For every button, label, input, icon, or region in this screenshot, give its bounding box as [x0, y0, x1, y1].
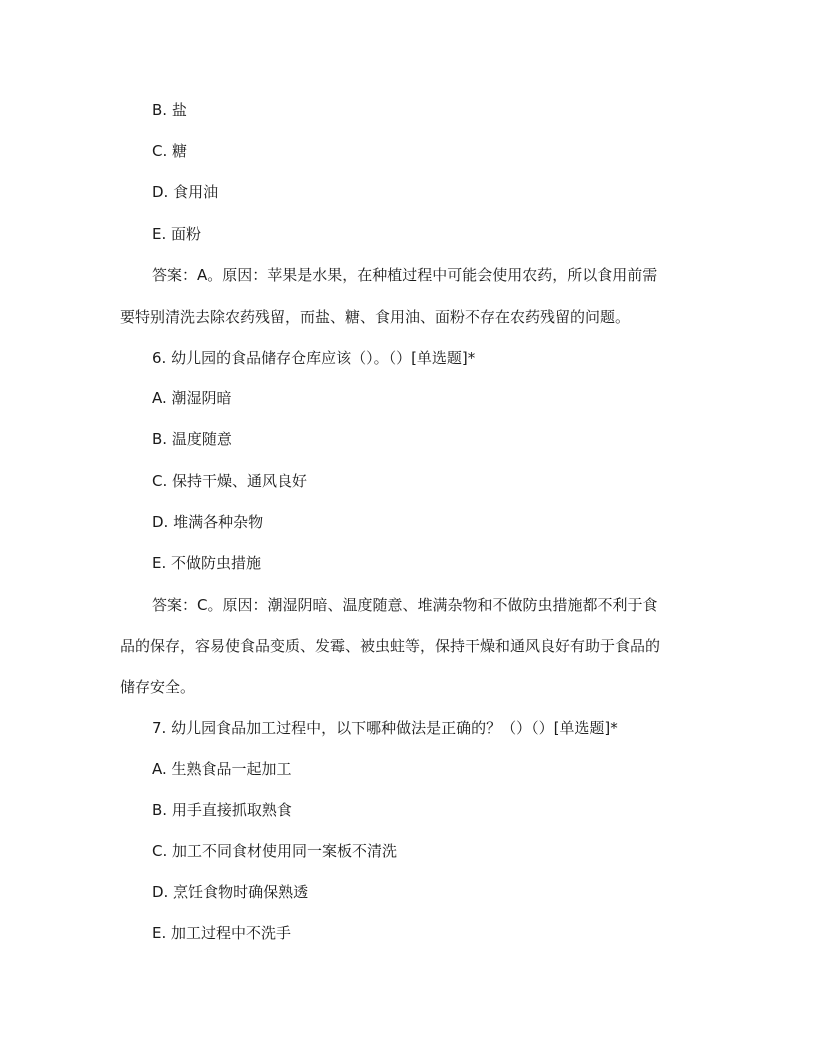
option-d-oil: D. 食用油	[152, 183, 219, 201]
q6-option-e: E. 不做防虫措施	[152, 554, 262, 572]
option-e-flour: E. 面粉	[152, 225, 202, 243]
q7-option-c: C. 加工不同食材使用同一案板不清洗	[152, 842, 398, 860]
q7-option-d: D. 烹饪食物时确保熟透	[152, 883, 309, 901]
option-b-salt: B. 盐	[152, 101, 187, 119]
q7-option-a: A. 生熟食品一起加工	[152, 760, 292, 778]
answer-6-line-2: 品的保存，容易使食品变质、发霉、被虫蛀等，保持干燥和通风良好有助于食品的	[120, 637, 661, 655]
q6-option-c: C. 保持干燥、通风良好	[152, 472, 308, 490]
q7-option-e: E. 加工过程中不洗手	[152, 924, 292, 942]
q6-option-b: B. 温度随意	[152, 430, 232, 448]
q6-option-a: A. 潮湿阴暗	[152, 389, 232, 407]
option-c-sugar: C. 糖	[152, 142, 188, 160]
answer-6-line-3: 储存安全。	[120, 678, 196, 696]
q7-option-b: B. 用手直接抓取熟食	[152, 801, 292, 819]
answer-6-line-1: 答案：C。原因：潮湿阴暗、温度随意、堆满杂物和不做防虫措施都不利于食	[152, 596, 658, 614]
answer-5-line-2: 要特别清洗去除农药残留，而盐、糖、食用油、面粉不存在农药残留的问题。	[120, 308, 631, 326]
question-7: 7. 幼儿园食品加工过程中，以下哪种做法是正确的？（）（）[单选题]*	[152, 719, 618, 737]
question-6: 6. 幼儿园的食品储存仓库应该（）。（）[单选题]*	[152, 349, 476, 367]
answer-5-line-1: 答案：A。原因：苹果是水果，在种植过程中可能会使用农药，所以食用前需	[152, 266, 658, 284]
q6-option-d: D. 堆满各种杂物	[152, 513, 264, 531]
